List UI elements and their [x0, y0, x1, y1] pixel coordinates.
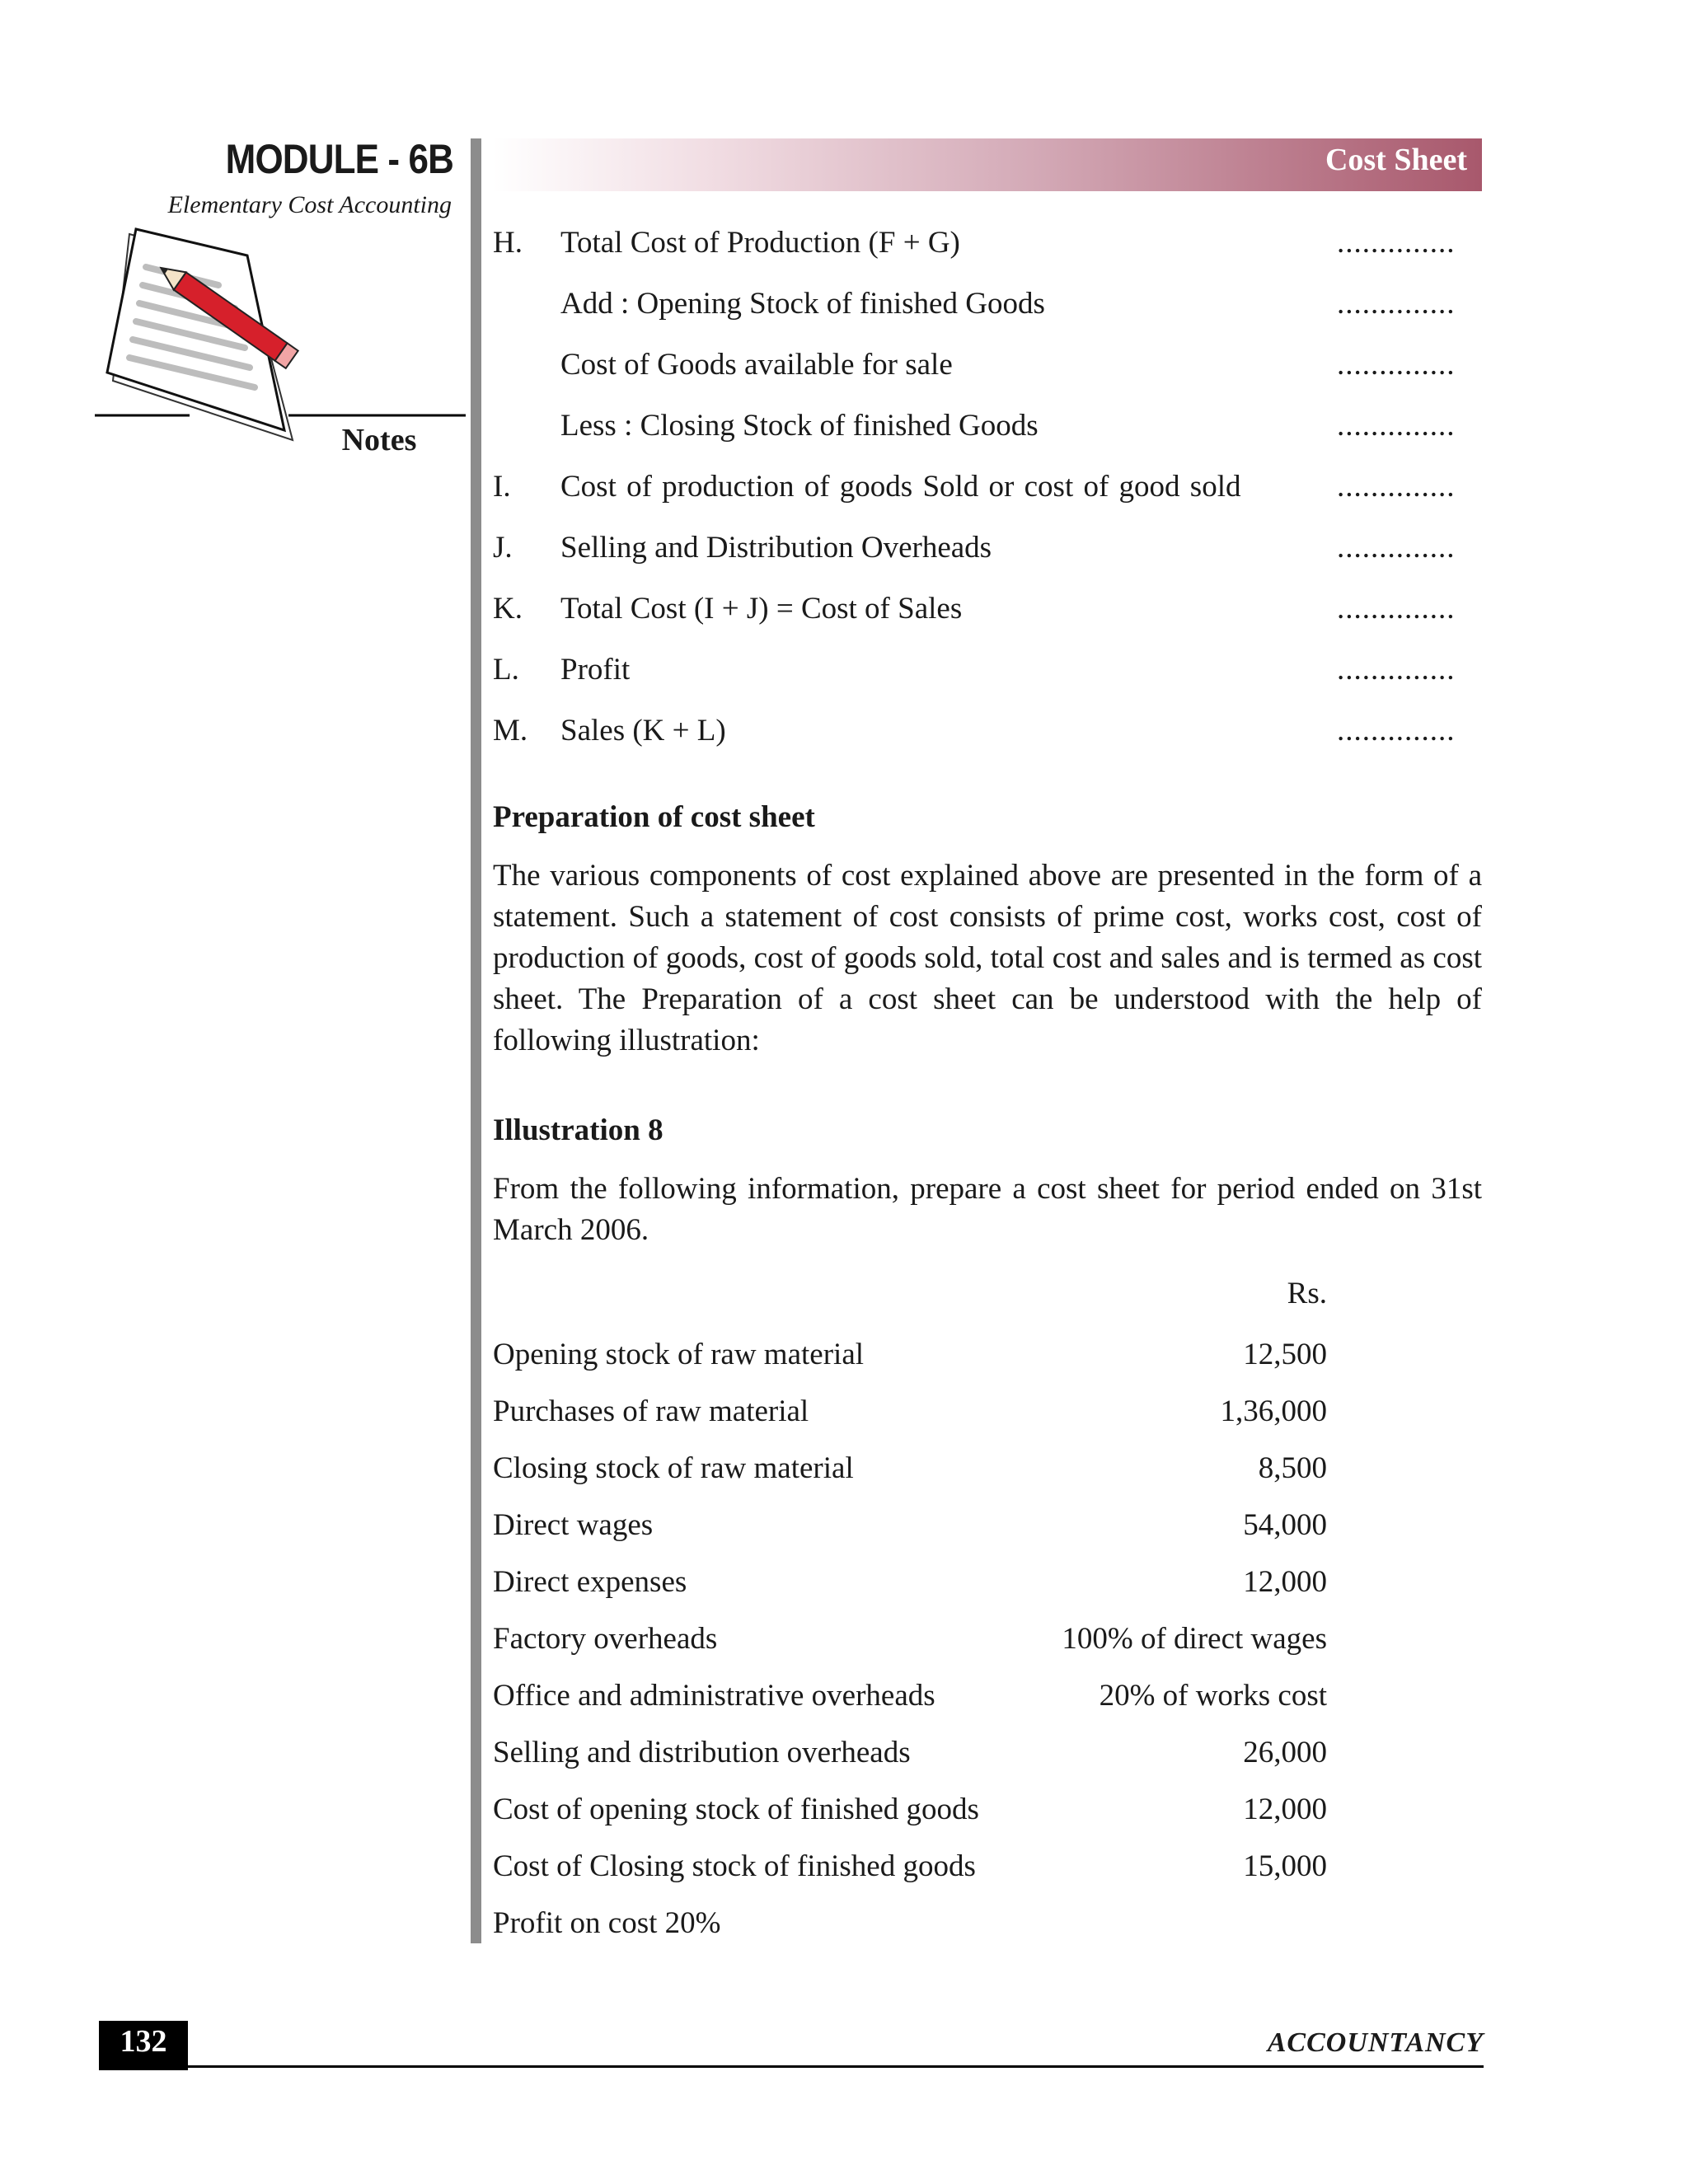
- row-description: Total Cost (I + J) = Cost of Sales: [560, 592, 963, 626]
- data-label: Cost of opening stock of finished goods: [493, 1793, 979, 1826]
- data-value: 12,500: [1243, 1338, 1327, 1371]
- row-letter: L.: [493, 653, 519, 687]
- row-dots: ..............: [1337, 714, 1456, 748]
- cost-sheet-row: [493, 584, 1465, 634]
- cost-sheet-row: [493, 523, 1465, 573]
- data-label: Opening stock of raw material: [493, 1338, 865, 1371]
- data-row: [493, 1839, 1327, 1895]
- row-letter: I.: [493, 470, 511, 504]
- illustration-paragraph: From the following information, prepare a cost sheet for period ended on 31st March 2006.: [493, 1172, 1482, 1247]
- cost-sheet-row: [493, 279, 1465, 329]
- data-row: [493, 1441, 1327, 1497]
- preparation-paragraph: The various components of cost explained above are presented in the form of a statement. Such a statement of cost consists of prime cost, works cost, cost of production of goods, cost of goods sold, total cost and sales and is termed as cost sheet. The Preparation of a cost sheet can be understood with the help of following illustration:: [493, 859, 1482, 1057]
- notepad-pencil-icon: [95, 224, 466, 455]
- data-value: 8,500: [1258, 1451, 1327, 1485]
- data-label: Profit on cost 20%: [493, 1906, 721, 1940]
- module-title: MODULE - 6B: [225, 136, 453, 182]
- row-dots: ..............: [1337, 470, 1456, 504]
- page-number: 132: [120, 2024, 167, 2059]
- cost-sheet-row: [493, 340, 1465, 390]
- row-description: Selling and Distribution Overheads: [560, 531, 992, 565]
- data-label: Factory overheads: [493, 1622, 718, 1656]
- data-value: 12,000: [1243, 1793, 1327, 1826]
- cost-sheet-row: [493, 645, 1465, 695]
- row-description: Cost of Goods available for sale: [560, 348, 953, 382]
- data-label: Direct wages: [493, 1508, 654, 1542]
- data-label: Selling and distribution overheads: [493, 1736, 911, 1769]
- illustration-heading: Illustration 8: [493, 1113, 663, 1147]
- data-value: 12,000: [1243, 1565, 1327, 1599]
- row-dots: ..............: [1337, 226, 1456, 260]
- data-label: Closing stock of raw material: [493, 1451, 854, 1485]
- data-label: Purchases of raw material: [493, 1394, 809, 1428]
- notes-label: Notes: [341, 423, 417, 457]
- module-subtitle: Elementary Cost Accounting: [167, 191, 452, 218]
- row-description: Cost of production of goods Sold or cost of good sold: [560, 470, 1241, 504]
- data-row: [493, 1611, 1327, 1667]
- data-row: [493, 1668, 1327, 1724]
- data-row: [493, 1554, 1327, 1610]
- data-value: 15,000: [1243, 1849, 1327, 1883]
- row-description: Total Cost of Production (F + G): [560, 226, 960, 260]
- data-row: [493, 1327, 1327, 1383]
- row-dots: ..............: [1337, 592, 1456, 626]
- data-value: 100% of direct wages: [1062, 1622, 1327, 1656]
- row-letter: J.: [493, 531, 513, 565]
- cost-sheet-row: [493, 218, 1465, 268]
- row-letter: M.: [493, 714, 528, 748]
- preparation-heading: Preparation of cost sheet: [493, 800, 815, 834]
- row-letter: K.: [493, 592, 523, 626]
- row-dots: ..............: [1337, 409, 1456, 443]
- row-letter: H.: [493, 226, 523, 260]
- row-description: Profit: [560, 653, 631, 687]
- data-row: [493, 1896, 1327, 1952]
- data-value: 20% of works cost: [1099, 1679, 1327, 1713]
- row-description: Sales (K + L): [560, 714, 726, 748]
- data-value: 54,000: [1243, 1508, 1327, 1542]
- footer-title: ACCOUNTANCY: [1267, 2027, 1484, 2058]
- footer-rule: [99, 2065, 1484, 2068]
- data-row: [493, 1782, 1327, 1838]
- data-value: 1,36,000: [1220, 1394, 1327, 1428]
- data-label: Direct expenses: [493, 1565, 687, 1599]
- data-value: 26,000: [1243, 1736, 1327, 1769]
- row-dots: ..............: [1337, 531, 1456, 565]
- cost-sheet-row: [493, 401, 1465, 451]
- cost-sheet-row: [493, 462, 1465, 512]
- vertical-rule: [471, 138, 481, 1943]
- row-description: Add : Opening Stock of finished Goods: [560, 287, 1045, 321]
- data-row: [493, 1725, 1327, 1781]
- cost-sheet-row: [493, 706, 1465, 756]
- row-dots: ..............: [1337, 287, 1456, 321]
- header-title: Cost Sheet: [1325, 143, 1467, 177]
- row-description: Less : Closing Stock of finished Goods: [560, 409, 1039, 443]
- data-row: [493, 1384, 1327, 1440]
- row-dots: ..............: [1337, 653, 1456, 687]
- data-label: Cost of Closing stock of finished goods: [493, 1849, 976, 1883]
- currency-header: Rs.: [1287, 1277, 1327, 1310]
- row-dots: ..............: [1337, 348, 1456, 382]
- data-label: Office and administrative overheads: [493, 1679, 935, 1713]
- data-row: [493, 1497, 1327, 1554]
